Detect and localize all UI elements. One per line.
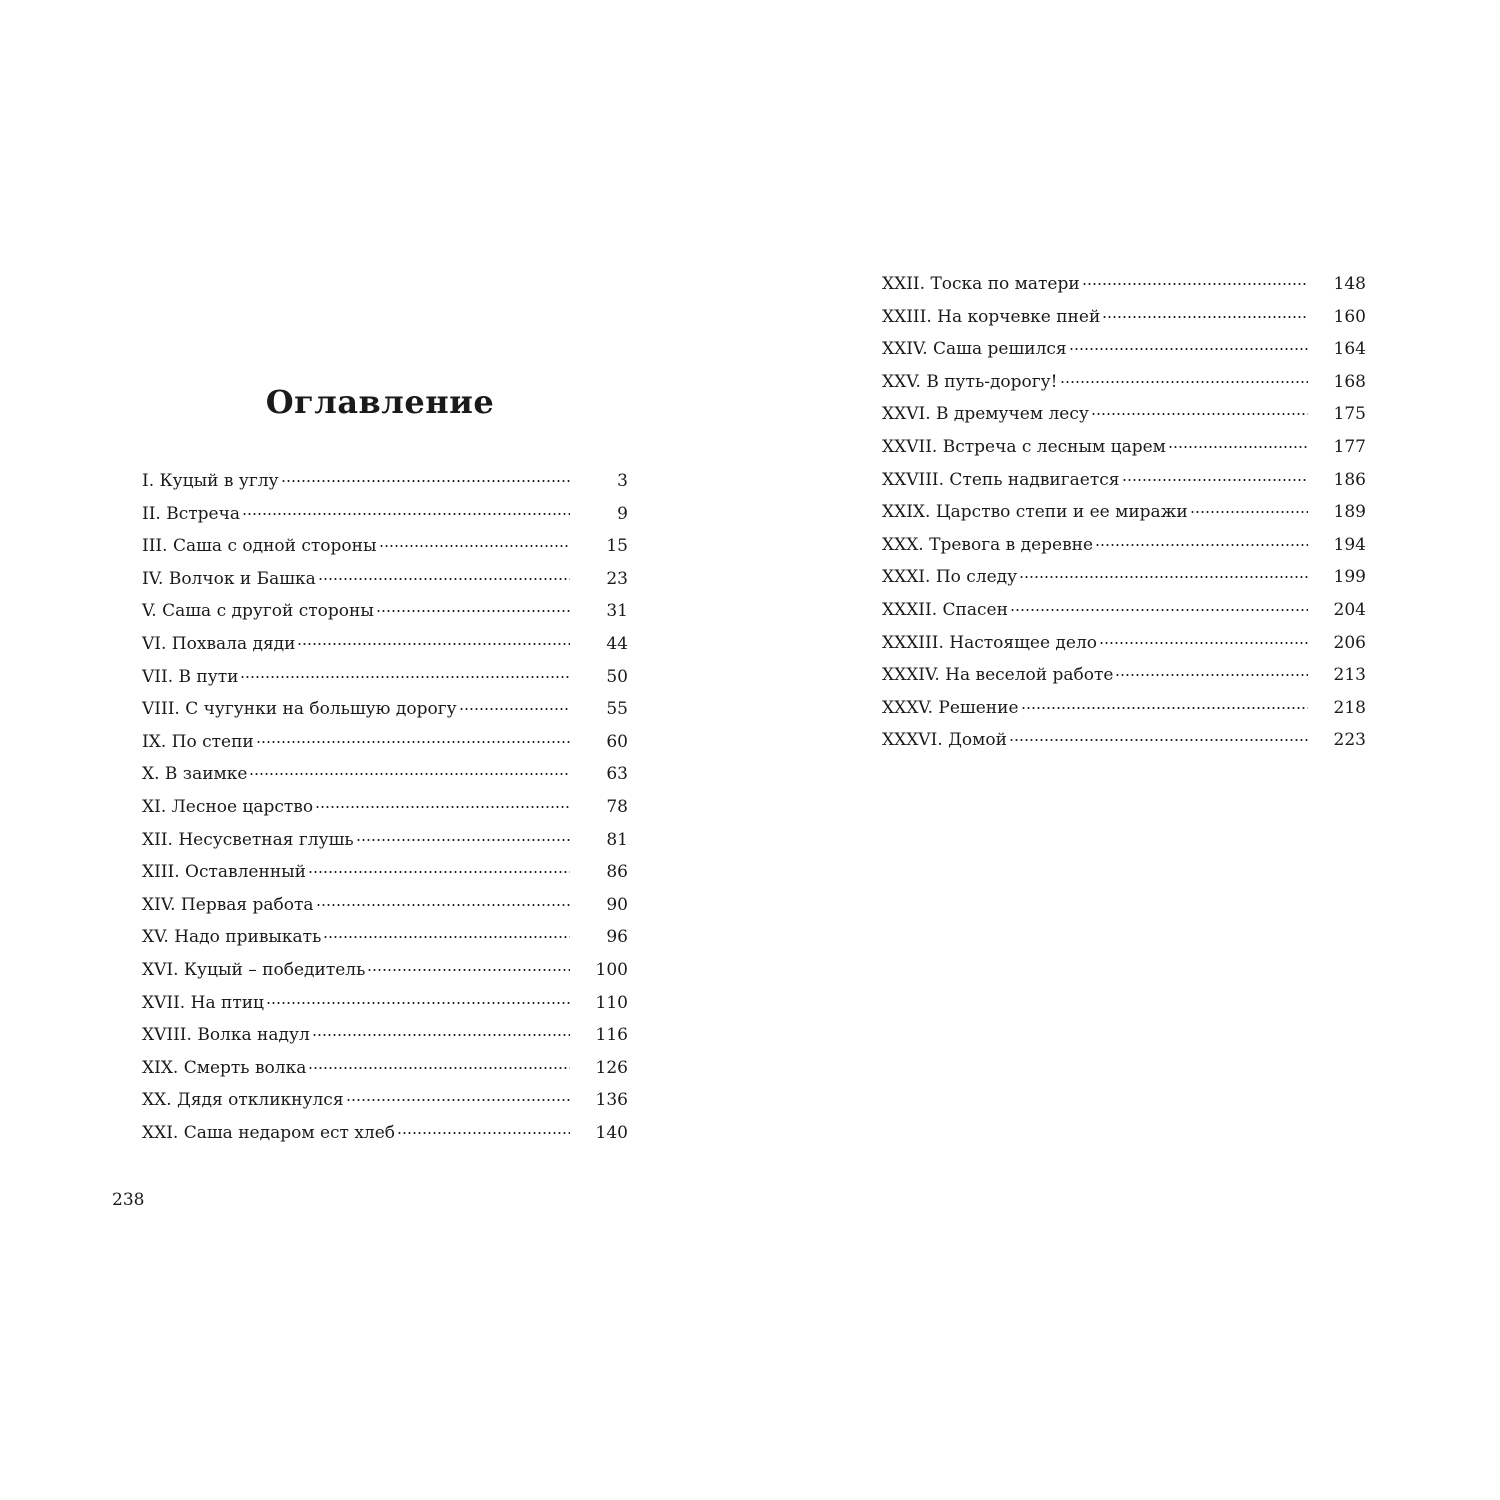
toc-entry-title: V. Саша с другой стороны: [142, 601, 374, 622]
dot-leader: [256, 741, 570, 743]
toc-entry: [882, 496, 1366, 529]
toc-entry: [142, 498, 628, 531]
toc-entry-page: 110: [595, 992, 628, 1013]
toc-entry: [882, 659, 1366, 692]
toc-entry: [882, 268, 1366, 301]
toc-entry: [882, 464, 1366, 497]
dot-leader: [308, 871, 570, 873]
toc-entry-page: 116: [595, 1025, 628, 1046]
toc-entry-title: XV. Надо привыкать: [142, 927, 322, 948]
dot-leader: [1122, 479, 1309, 481]
toc-entry-title: XXXV. Решение: [882, 697, 1019, 718]
toc-entry-page: 90: [606, 894, 628, 915]
right-page: [750, 0, 1500, 1500]
toc-entry-page: 213: [1333, 665, 1366, 686]
dot-leader: [1099, 642, 1308, 644]
dot-leader: [1019, 576, 1308, 578]
dot-leader: [1095, 544, 1308, 546]
dot-leader: [323, 936, 570, 938]
toc-entry-page: 223: [1333, 730, 1366, 751]
toc-entry: [882, 529, 1366, 562]
dot-leader: [318, 578, 570, 580]
toc-entry-title: XXIX. Царство степи и ее миражи: [882, 502, 1188, 523]
toc-entry: [882, 561, 1366, 594]
toc-entry-page: 160: [1333, 306, 1366, 327]
toc-entry-title: XXXIII. Настоящее дело: [882, 632, 1097, 653]
toc-entry: [882, 431, 1366, 464]
toc-entry-title: XXIII. На корчевке пней: [882, 306, 1101, 327]
dot-leader: [367, 969, 570, 971]
toc-entry-title: XIII. Оставленный: [142, 862, 307, 883]
toc-entry: [142, 628, 628, 661]
toc-entry-title: XVII. На птиц: [142, 992, 264, 1013]
toc-entry-title: VI. Похвала дяди: [142, 633, 296, 654]
toc-entry-title: XXVIII. Степь надвигается: [882, 469, 1120, 490]
toc-entry: [142, 889, 628, 922]
toc-entry-title: IX. По степи: [142, 731, 254, 752]
toc-entry: [142, 987, 628, 1020]
toc-entry-page: 177: [1333, 436, 1366, 457]
toc-entry-page: 218: [1333, 697, 1366, 718]
toc-entry-title: XXX. Тревога в деревне: [882, 534, 1094, 555]
toc-entry-page: 164: [1333, 339, 1366, 360]
toc-entry-page: 86: [606, 862, 628, 883]
toc-entry-title: XXVII. Встреча с лесным царем: [882, 436, 1166, 457]
toc-entry: [142, 726, 628, 759]
toc-entry: [142, 856, 628, 889]
toc-entry-page: 189: [1333, 502, 1366, 523]
toc-entry-title: XI. Лесное царство: [142, 796, 314, 817]
dot-leader: [1082, 283, 1308, 285]
dot-leader: [379, 545, 570, 547]
toc-entry-page: 140: [595, 1122, 628, 1143]
toc-entry-title: XVIII. Волка надул: [142, 1025, 310, 1046]
toc-entry-page: 63: [606, 764, 628, 785]
toc-entry-title: III. Саша с одной стороны: [142, 536, 377, 557]
dot-leader: [315, 806, 570, 808]
dot-leader: [308, 1067, 570, 1069]
toc-entry-title: X. В заимке: [142, 764, 248, 785]
dot-leader: [312, 1034, 570, 1036]
toc-entry: [142, 595, 628, 628]
toc-entry-title: II. Встреча: [142, 503, 240, 524]
toc-entry: [142, 824, 628, 857]
toc-entry-title: XX. Дядя откликнулся: [142, 1090, 344, 1111]
toc-entry-page: 194: [1333, 534, 1366, 555]
dot-leader: [356, 839, 570, 841]
toc-entry-title: VIII. С чугунки на большую дорогу: [142, 699, 457, 720]
toc-entry: [142, 1084, 628, 1117]
toc-entry-page: 136: [595, 1090, 628, 1111]
toc-entry-title: XXV. В путь-дорогу!: [882, 371, 1058, 392]
dot-leader: [1168, 446, 1308, 448]
toc-entry-page: 15: [606, 536, 628, 557]
toc-entry: [882, 594, 1366, 627]
toc-entry-page: 31: [606, 601, 628, 622]
dot-leader: [297, 643, 570, 645]
dot-leader: [316, 904, 570, 906]
toc-entry-page: 9: [617, 503, 628, 524]
toc-entry-page: 148: [1333, 274, 1366, 294]
toc-entry: [142, 465, 628, 498]
toc-entry-title: XXXII. Спасен: [882, 599, 1008, 620]
toc-entry: [142, 563, 628, 596]
dot-leader: [1091, 413, 1308, 415]
toc-entry-page: 78: [606, 796, 628, 817]
dot-leader: [346, 1099, 570, 1101]
toc-entry: [882, 301, 1366, 334]
toc-entry-title: XIV. Первая работа: [142, 894, 314, 915]
toc-entry-title: XXXI. По следу: [882, 567, 1018, 588]
toc-entry: [142, 661, 628, 694]
toc-entry-title: I. Куцый в углу: [142, 471, 279, 491]
dot-leader: [1115, 674, 1308, 676]
toc-entry: [142, 1019, 628, 1052]
dot-leader: [1021, 707, 1308, 709]
toc-entry-title: XIX. Смерть волка: [142, 1057, 307, 1078]
toc-list-left: [142, 465, 628, 1149]
toc-entry-title: XXIV. Саша решился: [882, 339, 1067, 360]
dot-leader: [397, 1132, 570, 1134]
toc-entry-page: 175: [1333, 404, 1366, 425]
toc-entry: [142, 791, 628, 824]
toc-entry-page: 55: [606, 699, 628, 720]
dot-leader: [459, 708, 570, 710]
toc-entry: [142, 921, 628, 954]
toc-entry: [142, 693, 628, 726]
dot-leader: [240, 676, 570, 678]
toc-entry: [142, 1117, 628, 1150]
toc-entry-page: 100: [595, 959, 628, 980]
toc-entry: [142, 758, 628, 791]
toc-entry: [142, 954, 628, 987]
toc-entry-title: VII. В пути: [142, 666, 239, 687]
toc-list-right: [882, 268, 1366, 757]
dot-leader: [1010, 609, 1308, 611]
toc-entry-title: XVI. Куцый – победитель: [142, 959, 366, 980]
toc-entry-page: 23: [606, 568, 628, 589]
toc-entry-title: XXXVI. Домой: [882, 730, 1007, 751]
toc-entry: [882, 692, 1366, 725]
toc-entry-page: 50: [606, 666, 628, 687]
toc-entry-page: 186: [1333, 469, 1366, 490]
toc-entry-title: XXII. Тоска по матери: [882, 274, 1080, 294]
dot-leader: [1060, 381, 1308, 383]
toc-entry-page: 204: [1333, 599, 1366, 620]
toc-entry-title: XXXIV. На веселой работе: [882, 665, 1114, 686]
dot-leader: [266, 1002, 570, 1004]
toc-entry-page: 81: [606, 829, 628, 850]
toc-entry-page: 206: [1333, 632, 1366, 653]
dot-leader: [1069, 348, 1308, 350]
toc-entry-page: 3: [617, 471, 628, 491]
toc-entry-title: IV. Волчок и Башка: [142, 568, 316, 589]
dot-leader: [281, 480, 570, 482]
toc-entry: [882, 366, 1366, 399]
dot-leader: [376, 610, 570, 612]
dot-leader: [1009, 739, 1308, 741]
toc-entry-page: 199: [1333, 567, 1366, 588]
toc-entry-page: 96: [606, 927, 628, 948]
toc-entry-page: 168: [1333, 371, 1366, 392]
toc-entry: [142, 1052, 628, 1085]
toc-entry-page: 126: [595, 1057, 628, 1078]
toc-entry-page: 60: [606, 731, 628, 752]
dot-leader: [249, 773, 570, 775]
page-title: Оглавление: [265, 383, 495, 421]
toc-entry-title: XXI. Саша недаром ест хлеб: [142, 1122, 396, 1143]
toc-entry: [882, 627, 1366, 660]
toc-entry: [882, 333, 1366, 366]
dot-leader: [242, 513, 570, 515]
toc-entry: [882, 724, 1366, 757]
toc-entry-page: 44: [606, 633, 628, 654]
toc-entry-title: XII. Несусветная глушь: [142, 829, 354, 850]
dot-leader: [1190, 511, 1308, 513]
dot-leader: [1102, 316, 1308, 318]
page-number: 238: [112, 1190, 145, 1210]
toc-entry: [882, 398, 1366, 431]
toc-entry: [142, 530, 628, 563]
toc-entry-title: XXVI. В дремучем лесу: [882, 404, 1089, 425]
